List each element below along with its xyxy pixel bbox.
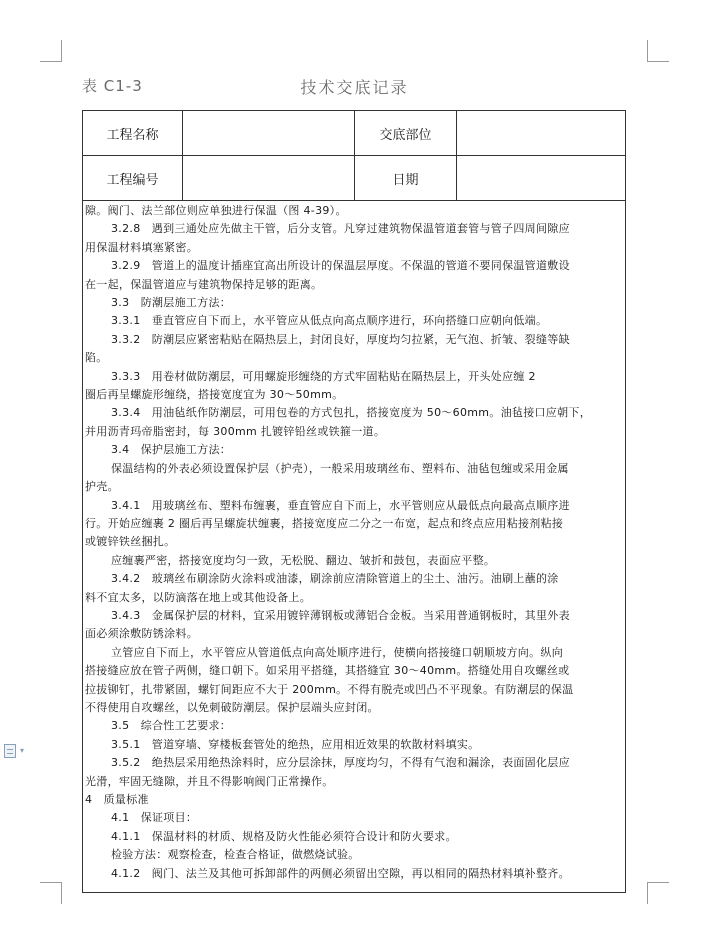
crop-mark-bottom-right <box>647 882 669 904</box>
content-line: 3.4.3 金属保护层的材料，宜采用镀锌薄钢板或薄铝合金板。当采用普通钢板时，其里外表 <box>111 608 570 622</box>
section-heading: 3.3 防潮层施工方法： <box>111 296 232 310</box>
section-heading: 4.1 保证项目： <box>111 811 198 825</box>
record-frame <box>82 110 626 893</box>
date-label: 日期 <box>355 156 457 201</box>
info-table <box>83 111 625 201</box>
content-line: 或镀锌铁丝捆扎。 <box>85 535 176 549</box>
chevron-down-icon[interactable]: ▾ <box>20 746 25 755</box>
content-line: 面必须涂敷防锈涂料。 <box>85 627 198 641</box>
content-line: 4.1.1 保温材料的材质、规格及防火性能必须符合设计和防火要求。 <box>111 829 457 843</box>
briefing-content <box>83 201 625 883</box>
crop-mark-top-left <box>40 40 62 62</box>
content-line: 3.5.2 绝热层采用绝热涂料时，应分层涂抹，厚度均匀，不得有气泡和漏涂，表面固化层应 <box>111 756 570 770</box>
content-line: 陷。 <box>85 351 108 365</box>
form-code: 表 C1-3 <box>82 77 143 95</box>
content-line: 3.3.3 用卷材做防潮层，可用螺旋形缠绕的方式牢固粘贴在隔热层上，开头处应缠 2 <box>111 369 536 383</box>
content-line: 光滑，牢固无缝隙，并且不得影响阀门正常操作。 <box>85 774 334 788</box>
briefing-area-label: 交底部位 <box>355 111 457 156</box>
content-line: 拉拔铆钉，扎带紧固，螺钉间距应不大于 200mm。不得有脱壳或凹凸不平现象。有防潮层的保温 <box>85 682 574 696</box>
content-line: 并用沥青玛帝脂密封，每 300mm 扎镀锌铅丝或铁箍一道。 <box>85 424 386 438</box>
content-line: 行。开始应缠裹 2 圈后再呈螺旋状缠裹，搭接宽度应二分之一布宽，起点和终点应用粘接剂粘接 <box>85 516 564 530</box>
section-heading: 3.4 保护层施工方法： <box>111 443 232 457</box>
date-value[interactable] <box>457 156 625 201</box>
chapter-heading: 4 质量标准 <box>85 793 149 806</box>
content-line: 检验方法：观察检查，检查合格证，做燃烧试验。 <box>111 848 360 862</box>
content-line: 3.5.1 管道穿墙、穿楼板套管处的绝热，应用相近效果的软散材料填实。 <box>111 737 480 751</box>
project-no-value[interactable] <box>183 156 355 201</box>
content-line: 不得使用自攻螺丝，以免刺破防潮层。保护层端头应封闭。 <box>85 700 379 714</box>
content-line: 圈后再呈螺旋形缠绕，搭接宽度宜为 30～50mm。 <box>85 388 344 402</box>
content-line: 3.4.1 用玻璃丝布、塑料布缠裹，垂直管应自下而上，水平管则应从最低点向最高点顺序进 <box>111 498 570 512</box>
content-line: 隙。阀门、法兰部位则应单独进行保温（图 4-39）。 <box>85 204 347 217</box>
content-line: 3.3.2 防潮层应紧密粘贴在隔热层上，封闭良好，厚度均匀拉紧，无气泡、折皱、裂缝等缺 <box>111 332 570 346</box>
document-title: 技术交底记录 <box>300 78 409 97</box>
content-line: 3.3.1 垂直管应自下而上，水平管应从低点向高点顺序进行，环向搭缝口应朝向低端。 <box>111 314 548 328</box>
content-line: 3.2.9 管道上的温度计插座宜高出所设计的保温层厚度。不保温的管道不要同保温管道敷设 <box>111 259 570 273</box>
content-line: 护壳。 <box>85 480 119 494</box>
content-line: 3.3.4 用油毡纸作防潮层，可用包卷的方式包扎，搭接宽度为 50～60mm。油毡接口应朝下， <box>111 406 592 420</box>
content-line: 搭接缝应放在管子两侧，缝口朝下。如采用平搭缝，其搭缝宜 30～40mm。搭缝处用自攻螺丝或 <box>85 664 570 678</box>
content-line: 在一起，保温管道应与建筑物保持足够的距离。 <box>85 277 323 291</box>
content-line: 应缠裹严密，搭接宽度均匀一致，无松脱、翻边、皱折和鼓包，表面应平整。 <box>111 553 496 567</box>
crop-mark-bottom-left <box>40 882 62 904</box>
content-line: 保温结构的外表必须设置保护层（护壳），一般采用玻璃丝布、塑料布、油毡包缠或采用金属 <box>111 461 569 475</box>
content-line: 4.1.2 阀门、法兰及其他可拆卸部件的两侧必须留出空隙，再以相同的隔热材料填补整齐。 <box>111 866 570 880</box>
project-name-value[interactable] <box>183 111 355 156</box>
document-icon[interactable] <box>4 744 16 758</box>
content-line: 3.4.2 玻璃丝布刷涂防火涂料或油漆，刷涂前应清除管道上的尘土、油污。油刷上蘸的涂 <box>111 572 559 586</box>
content-line: 用保温材料填塞紧密。 <box>85 240 198 254</box>
section-heading: 3.5 综合性工艺要求： <box>111 719 232 733</box>
content-line: 立管应自下而上，水平管应从管道低点向高处顺序进行，使横向搭接缝口朝顺坡方向。纵向 <box>111 645 563 659</box>
project-no-label: 工程编号 <box>83 156 183 201</box>
content-line: 3.2.8 遇到三通处应先做主干管，后分支管。凡穿过建筑物保温管道套管与管子四周间隙应 <box>111 222 570 236</box>
project-name-label: 工程名称 <box>83 111 183 156</box>
crop-mark-top-right <box>647 40 669 62</box>
briefing-area-value[interactable] <box>457 111 625 156</box>
content-line: 料不宜太多，以防滴落在地上或其他设备上。 <box>85 590 311 604</box>
